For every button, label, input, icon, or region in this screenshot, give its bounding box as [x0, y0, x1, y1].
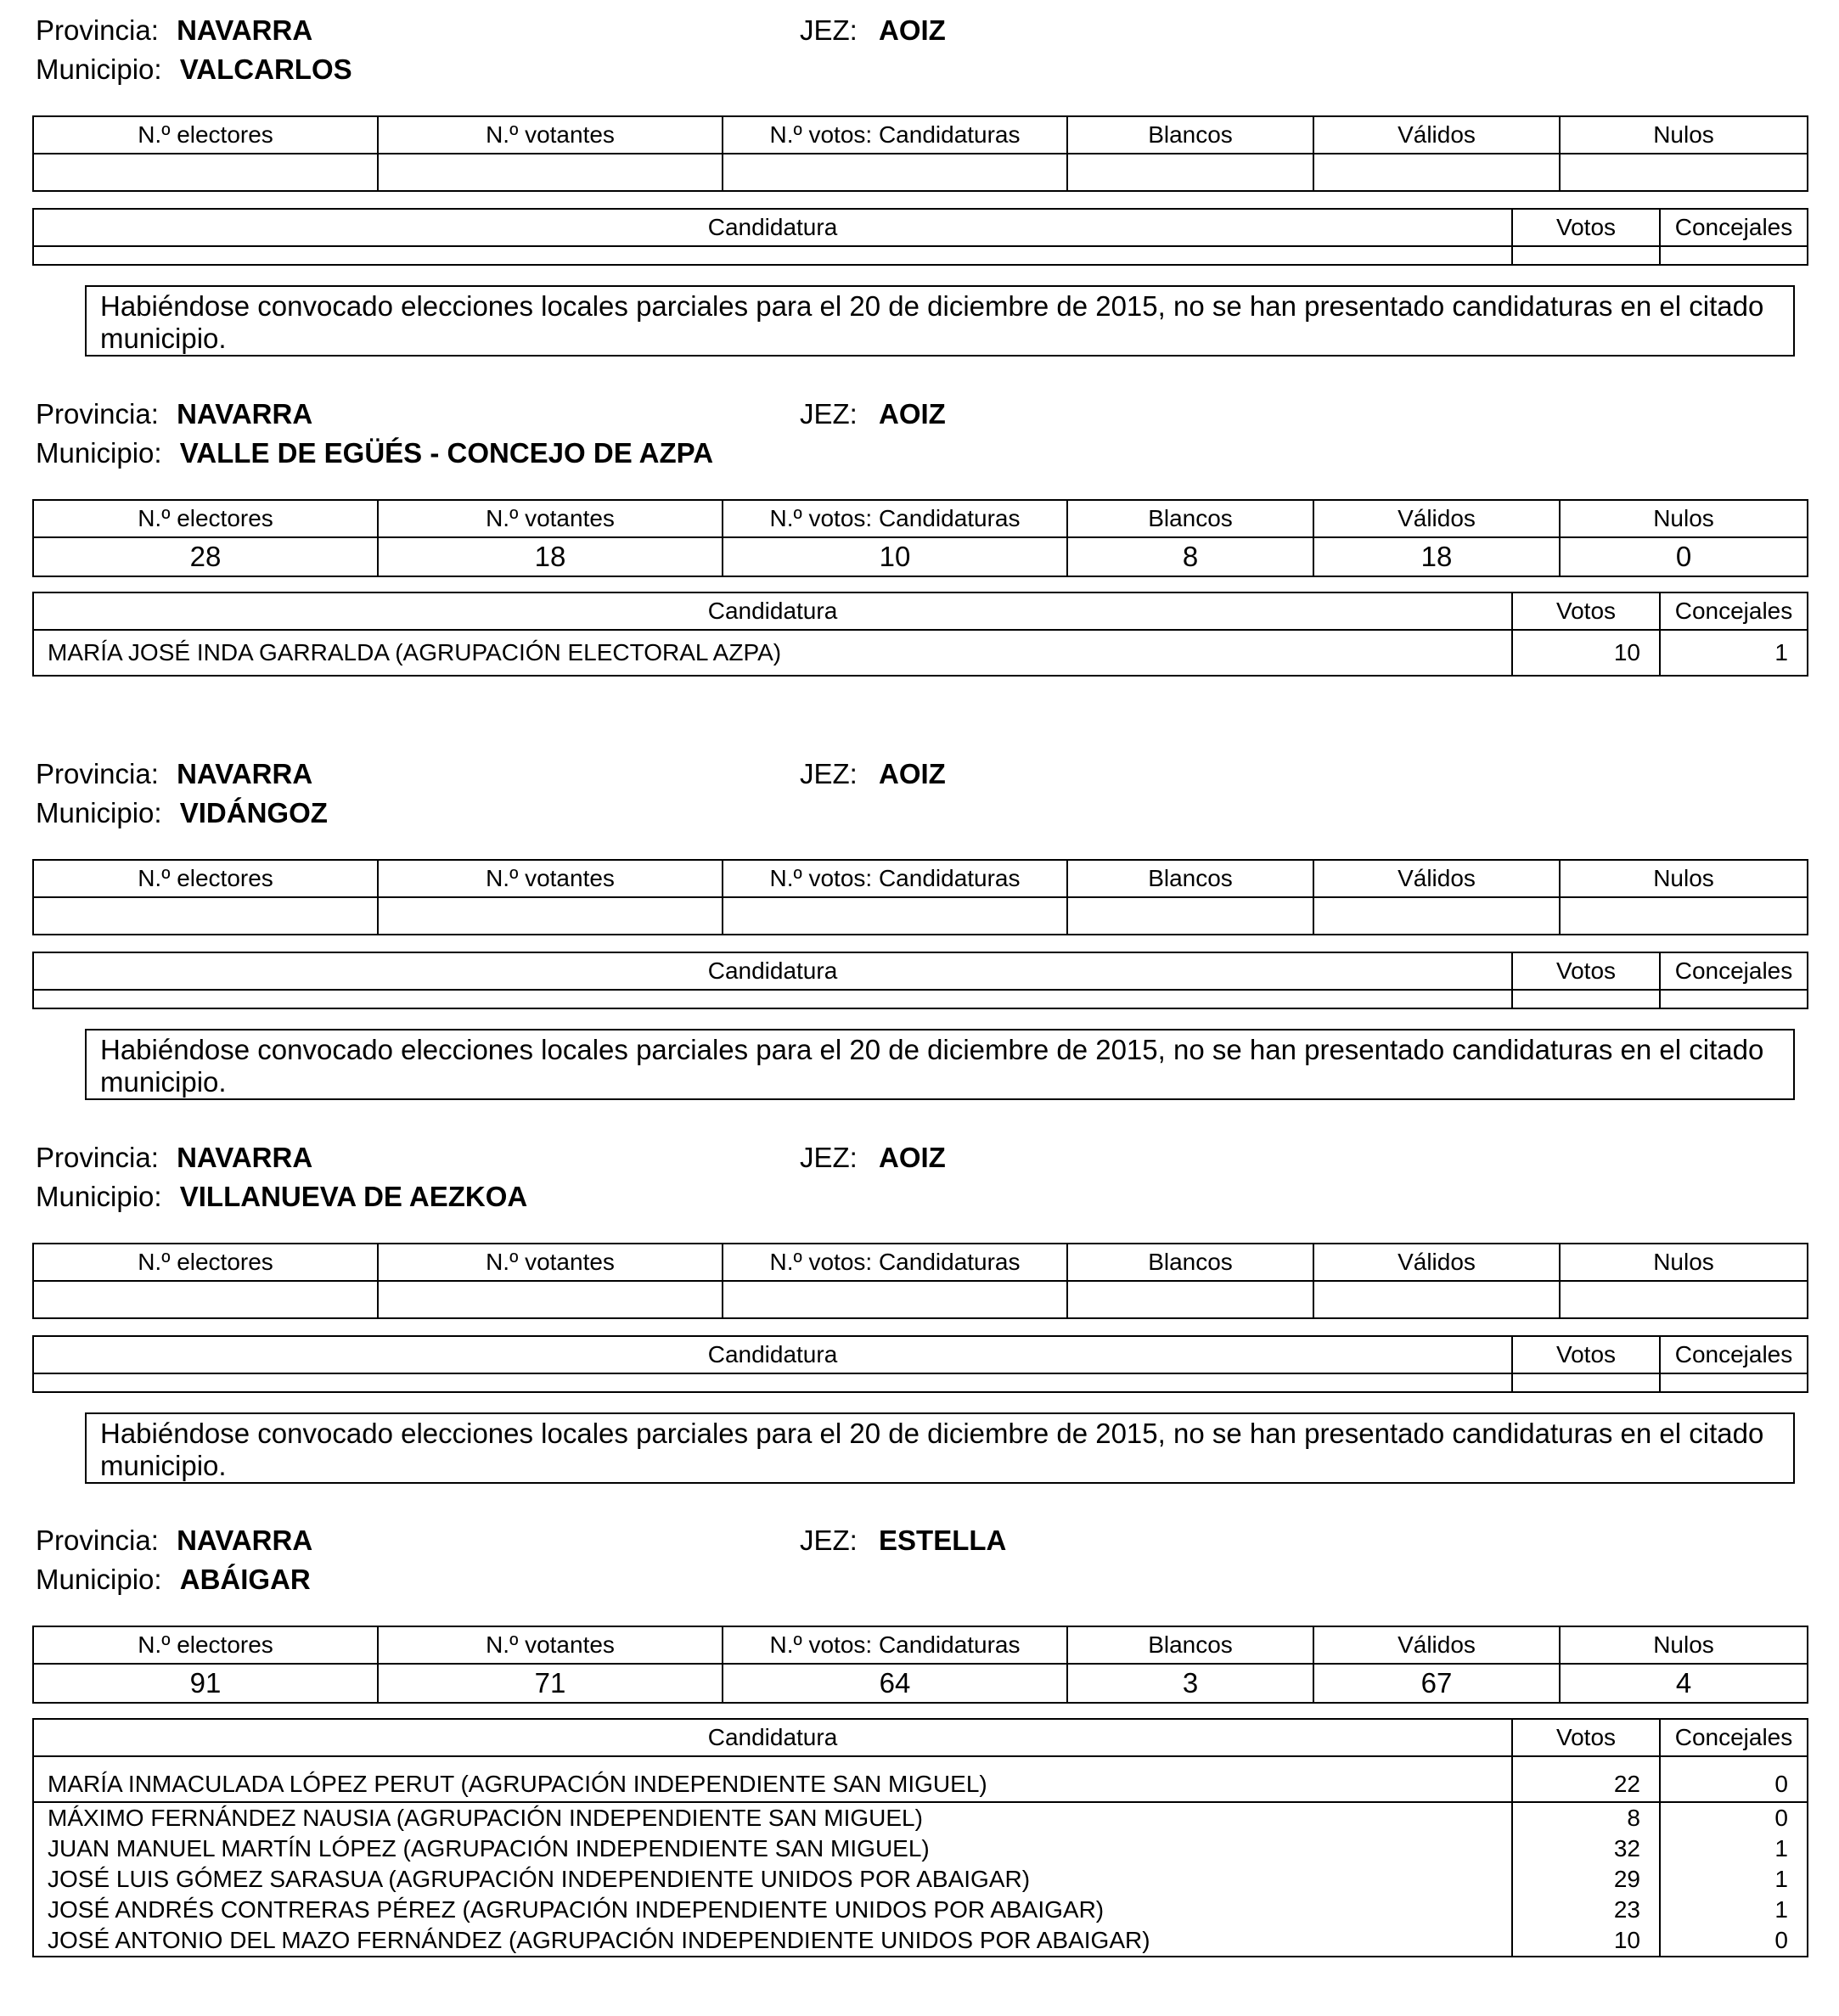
header-concejales: Concejales [1660, 1336, 1808, 1373]
municipio-value: VILLANUEVA DE AEZKOA [179, 1181, 528, 1212]
header-candidatura: Candidatura [33, 952, 1512, 990]
candidate-votes: 32 [1512, 1833, 1660, 1864]
provincia-label: Provincia: [36, 398, 159, 430]
header-votos: Votos [1512, 952, 1660, 990]
value-votos-candidaturas: 10 [723, 537, 1067, 576]
header-nulos: Nulos [1560, 500, 1808, 537]
header-validos: Válidos [1313, 1626, 1560, 1664]
header-blancos: Blancos [1067, 500, 1313, 537]
jez-label: JEZ: [800, 14, 858, 46]
header-blancos: Blancos [1067, 1244, 1313, 1281]
table-row [33, 1895, 1808, 1925]
header-electores: N.º electores [33, 1626, 378, 1664]
results-summary-table [32, 1243, 1808, 1319]
results-summary-table [32, 115, 1808, 192]
header-votos-candidaturas: N.º votos: Candidaturas [723, 116, 1067, 154]
no-candidates-note: Habiéndose convocado elecciones locales parciales para el 20 de diciembre de 2015, no se han presentado candidaturas en el citado municipio. [85, 1029, 1795, 1100]
candidate-name: JOSÉ ANTONIO DEL MAZO FERNÁNDEZ (AGRUPACIÓN INDEPENDIENTE UNIDOS POR ABAIGAR) [33, 1925, 1512, 1957]
candidates-table [32, 952, 1808, 1009]
provincia-value: NAVARRA [177, 14, 313, 46]
value-blancos [1067, 897, 1313, 935]
value-votos-candidaturas: 64 [723, 1664, 1067, 1703]
header-concejales: Concejales [1660, 952, 1808, 990]
candidates-table [32, 1335, 1808, 1393]
header-candidatura: Candidatura [33, 1719, 1512, 1756]
candidate-name: JOSÉ ANDRÉS CONTRERAS PÉREZ (AGRUPACIÓN INDEPENDIENTE UNIDOS POR ABAIGAR) [33, 1895, 1512, 1925]
table-row [33, 1802, 1808, 1833]
header-votos-candidaturas: N.º votos: Candidaturas [723, 500, 1067, 537]
provincia-label: Provincia: [36, 758, 159, 789]
header-votos-candidaturas: N.º votos: Candidaturas [723, 860, 1067, 897]
header-candidatura: Candidatura [33, 1336, 1512, 1373]
header-nulos: Nulos [1560, 116, 1808, 154]
candidate-votes: 8 [1512, 1802, 1660, 1833]
header-votantes: N.º votantes [378, 860, 723, 897]
candidate-name: MARÍA JOSÉ INDA GARRALDA (AGRUPACIÓN ELECTORAL AZPA) [33, 630, 1512, 676]
table-row [33, 1756, 1808, 1802]
header-nulos: Nulos [1560, 1244, 1808, 1281]
jez-label: JEZ: [800, 1525, 858, 1556]
results-summary-table [32, 499, 1808, 577]
candidate-name: JOSÉ LUIS GÓMEZ SARASUA (AGRUPACIÓN INDEPENDIENTE UNIDOS POR ABAIGAR) [33, 1864, 1512, 1895]
jez-value: AOIZ [879, 398, 946, 430]
value-nulos [1560, 897, 1808, 935]
header-votos-candidaturas: N.º votos: Candidaturas [723, 1626, 1067, 1664]
candidate-votes: 29 [1512, 1864, 1660, 1895]
value-blancos: 8 [1067, 537, 1313, 576]
value-electores: 28 [33, 537, 378, 576]
municipio-label: Municipio: [36, 1564, 162, 1595]
value-blancos [1067, 1281, 1313, 1318]
candidate-councillors: 0 [1660, 1756, 1808, 1802]
value-votantes [378, 1281, 723, 1318]
value-votos-candidaturas [723, 897, 1067, 935]
candidate-councillors: 1 [1660, 1895, 1808, 1925]
value-blancos: 3 [1067, 1664, 1313, 1703]
value-validos: 67 [1313, 1664, 1560, 1703]
header-validos: Válidos [1313, 860, 1560, 897]
value-electores [33, 154, 378, 191]
candidate-name: JUAN MANUEL MARTÍN LÓPEZ (AGRUPACIÓN INDEPENDIENTE SAN MIGUEL) [33, 1833, 1512, 1864]
header-votantes: N.º votantes [378, 1626, 723, 1664]
municipio-label: Municipio: [36, 1181, 162, 1212]
candidate-councillors: 0 [1660, 1925, 1808, 1957]
header-validos: Válidos [1313, 1244, 1560, 1281]
jez-value: AOIZ [879, 14, 946, 46]
value-votantes: 71 [378, 1664, 723, 1703]
header-validos: Válidos [1313, 116, 1560, 154]
results-summary-table [32, 1626, 1808, 1704]
header-electores: N.º electores [33, 1244, 378, 1281]
header-blancos: Blancos [1067, 1626, 1313, 1664]
table-row [33, 1864, 1808, 1895]
candidate-votes: 22 [1512, 1756, 1660, 1802]
no-candidates-note: Habiéndose convocado elecciones locales parciales para el 20 de diciembre de 2015, no se han presentado candidaturas en el citado municipio. [85, 1412, 1795, 1484]
value-validos: 18 [1313, 537, 1560, 576]
value-electores: 91 [33, 1664, 378, 1703]
provincia-value: NAVARRA [177, 1142, 313, 1173]
candidate-votes: 23 [1512, 1895, 1660, 1925]
header-votos: Votos [1512, 1719, 1660, 1756]
candidates-table [32, 1718, 1808, 1957]
header-nulos: Nulos [1560, 1626, 1808, 1664]
value-nulos [1560, 154, 1808, 191]
value-electores [33, 897, 378, 935]
header-blancos: Blancos [1067, 116, 1313, 154]
municipio-label: Municipio: [36, 53, 162, 85]
value-votantes [378, 897, 723, 935]
jez-value: AOIZ [879, 758, 946, 789]
jez-value: ESTELLA [879, 1525, 1007, 1556]
candidate-councillors: 0 [1660, 1802, 1808, 1833]
provincia-label: Provincia: [36, 1525, 159, 1556]
value-votantes [378, 154, 723, 191]
header-concejales: Concejales [1660, 592, 1808, 630]
header-candidatura: Candidatura [33, 592, 1512, 630]
provincia-value: NAVARRA [177, 758, 313, 789]
candidate-name: MÁXIMO FERNÁNDEZ NAUSIA (AGRUPACIÓN INDEPENDIENTE SAN MIGUEL) [33, 1802, 1512, 1833]
no-candidates-note: Habiéndose convocado elecciones locales parciales para el 20 de diciembre de 2015, no se han presentado candidaturas en el citado municipio. [85, 285, 1795, 357]
header-votos: Votos [1512, 592, 1660, 630]
value-blancos [1067, 154, 1313, 191]
provincia-label: Provincia: [36, 14, 159, 46]
municipio-label: Municipio: [36, 437, 162, 469]
value-validos [1313, 1281, 1560, 1318]
value-votantes: 18 [378, 537, 723, 576]
municipio-value: VALCARLOS [179, 53, 352, 85]
value-nulos: 0 [1560, 537, 1808, 576]
header-electores: N.º electores [33, 116, 378, 154]
jez-label: JEZ: [800, 1142, 858, 1173]
candidate-councillors: 1 [1660, 1833, 1808, 1864]
municipio-value: VALLE DE EGÜÉS - CONCEJO DE AZPA [179, 437, 714, 469]
table-row [33, 1833, 1808, 1864]
candidates-table [32, 208, 1808, 266]
results-summary-table [32, 859, 1808, 935]
provincia-value: NAVARRA [177, 398, 313, 430]
municipio-value: ABÁIGAR [179, 1564, 311, 1595]
value-votos-candidaturas [723, 154, 1067, 191]
candidate-councillors: 1 [1660, 1864, 1808, 1895]
value-validos [1313, 897, 1560, 935]
candidate-votes: 10 [1512, 630, 1660, 676]
value-nulos: 4 [1560, 1664, 1808, 1703]
provincia-value: NAVARRA [177, 1525, 313, 1556]
header-candidatura: Candidatura [33, 209, 1512, 246]
header-nulos: Nulos [1560, 860, 1808, 897]
header-votantes: N.º votantes [378, 1244, 723, 1281]
candidate-councillors: 1 [1660, 630, 1808, 676]
header-votos: Votos [1512, 1336, 1660, 1373]
header-concejales: Concejales [1660, 1719, 1808, 1756]
value-validos [1313, 154, 1560, 191]
header-concejales: Concejales [1660, 209, 1808, 246]
candidate-votes: 10 [1512, 1925, 1660, 1957]
header-votos-candidaturas: N.º votos: Candidaturas [723, 1244, 1067, 1281]
value-nulos [1560, 1281, 1808, 1318]
header-votantes: N.º votantes [378, 500, 723, 537]
header-votos: Votos [1512, 209, 1660, 246]
municipio-value: VIDÁNGOZ [179, 797, 328, 828]
header-electores: N.º electores [33, 860, 378, 897]
header-electores: N.º electores [33, 500, 378, 537]
jez-value: AOIZ [879, 1142, 946, 1173]
provincia-label: Provincia: [36, 1142, 159, 1173]
candidates-table [32, 592, 1808, 677]
header-validos: Válidos [1313, 500, 1560, 537]
municipio-label: Municipio: [36, 797, 162, 828]
table-row [33, 1925, 1808, 1957]
jez-label: JEZ: [800, 398, 858, 430]
candidate-name: MARÍA INMACULADA LÓPEZ PERUT (AGRUPACIÓN INDEPENDIENTE SAN MIGUEL) [33, 1756, 1512, 1802]
header-blancos: Blancos [1067, 860, 1313, 897]
jez-label: JEZ: [800, 758, 858, 789]
header-votantes: N.º votantes [378, 116, 723, 154]
value-electores [33, 1281, 378, 1318]
value-votos-candidaturas [723, 1281, 1067, 1318]
